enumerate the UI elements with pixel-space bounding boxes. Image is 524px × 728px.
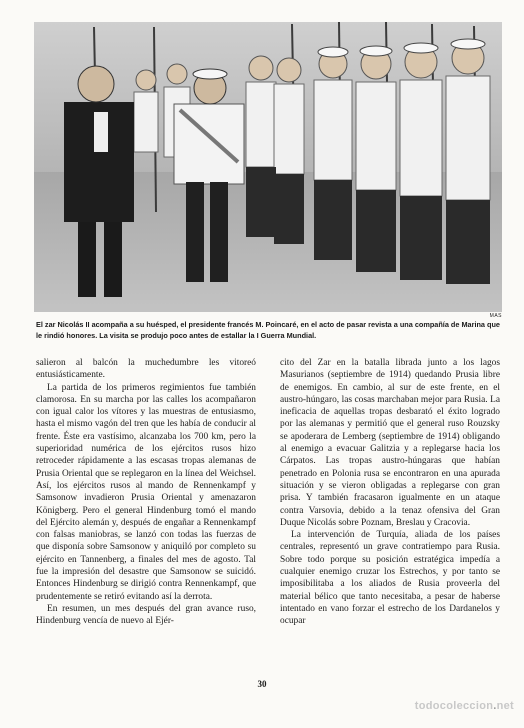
watermark-prefix: todocoleccion — [414, 700, 494, 712]
left-column — [36, 357, 256, 682]
article-body — [36, 357, 500, 682]
paragraph: cito del Zar en la batalla librada junto a los lagos Masurianos (septiembre de 1914) quedando Prusia libre de enemigos. En cambio, al sur de este frente, en el austro-húngaro, las cosas marchaban mejor para Rusia. La ineficacia de aquellas tropas desbarató el éxito logrado por las alemanas y permitió que el general ruso Rouzsky se apoderara de Lemberg (septiembre de 1914) obligando al enemigo a evacuar Galitzia y a replegarse hacia los Cárpatos. Las tropas austro-húngaras que habían penetrado en Polonia rusa se encontraron en una apurada situación y se vieron obligadas a replegarse con gran prisa. Y también fracasaron igualmente en un ataque contra Varsovia, debido a la tenaz ofensiva del Gran Duque Nicolás sobre Poznam, Breslau y Cracovia. — [280, 358, 500, 528]
photo-credit: MAS — [489, 313, 502, 319]
right-column — [280, 357, 500, 682]
photo-caption: El zar Nicolás II acompaña a su huésped, el presidente francés M. Poincaré, en el acto de pasar revista a una compañía de Marina que le rindió honores. La visita se produjo poco antes de estallar la I Guerra Mundial. — [36, 320, 500, 340]
page-number: 30 — [257, 679, 267, 689]
watermark-suffix: net — [496, 700, 514, 712]
paragraph: salieron al balcón la muchedumbre les vitoreó entusiásticamente. — [36, 358, 256, 381]
paragraph: La intervención de Turquía, aliada de los países centrales, representó un grave contratiempo para Rusia. Sobre todo porque su posición estratégica impedía a cualquier enemigo cruzar los Estrechos, y por tanto se imposibilitaba a los aliados de Rusia proveerla del material bélico que tanto necesitaba, a pesar de haberse intentado en vano forzar el estrecho de los Dardanelos y ocupar — [280, 530, 500, 627]
watermark — [415, 700, 514, 712]
historical-photo — [34, 22, 502, 312]
paragraph: La partida de los primeros regimientos fue también clamorosa. En su marcha por las calles los acompañaron con igual calor los vítores y las muestras de entusiasmo, hasta el mismo vagón del tren que les había de conducir al frente. Éste era vastísimo, alcanzaba los 700 km, pero la superioridad numérica de los ejércitos rusos hizo retroceder rápidamente a las escasas tropas alemanas de Prusia Oriental que se replegaron en la línea del Weichsel. Así, los ejércitos rusos al mando de Rennenkampf y Samsonow invadieron Prusia Oriental y amenazaron Königberg. Pero el general Hindenburg tomó el mando del Ejército alemán y, después de engañar a Rennenkampf con falsas maniobras, se lanzó con todas las fuerzas de que disponía sobre Samsonow y aniquiló por completo su ejército en Tannenberg, a finales del mes de agosto. Tal fue la impresión del desastre que Samsonow se suicidó. Entonces Hindenburg se dirigió contra Rennenkampf, que prudentemente se retiró evitando así la derrota. — [36, 382, 256, 602]
paragraph: En resumen, un mes después del gran avance ruso, Hindenburg vencía de nuevo al Ejér- — [36, 603, 256, 627]
watermark-dot-icon: . — [493, 700, 497, 712]
photo-illustration-icon — [34, 22, 502, 312]
